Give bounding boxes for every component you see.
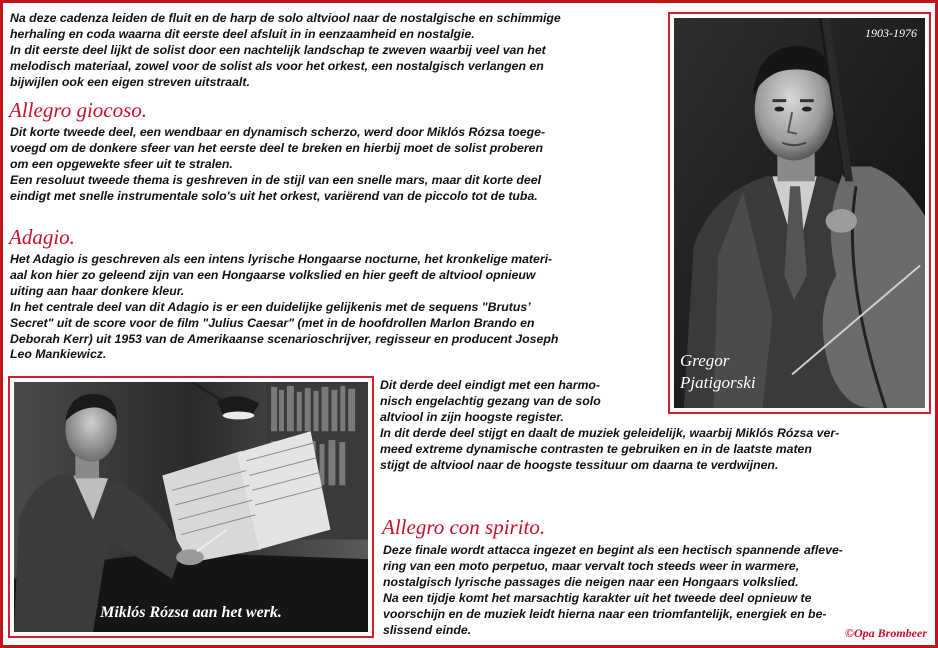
portrait-photo-piatigorsky <box>674 18 925 408</box>
text-line: Dit korte tweede deel, een wendbaar en dynamisch scherzo, werd door Miklós Rózsa toege- <box>10 125 546 139</box>
paragraph-allegro-con-spirito <box>383 543 843 638</box>
text-line: voegd om de donkere sfeer van het eerste deel te breken en hierbij moet de solist proberen <box>10 140 544 155</box>
years-label: 1903-1976 <box>865 26 917 40</box>
text-line: Deborah Kerr) uit 1953 van de Amerikaanse scenarioschrijver, regisseur en producent Joseph <box>10 331 559 346</box>
text-line: ring van een moto perpetuo, maar vervalt toch steeds weer in warmere, <box>383 558 800 573</box>
text-line: eindigt met snelle instrumentale solo's uit het orkest, variërend van de piccolo tot de tuba. <box>10 188 538 203</box>
text-line: herhaling en coda waarna dit eerste deel afsluit in in eenzaamheid en nostalgie. <box>10 26 475 41</box>
text-line: om een opgewekte sfeer uit te stralen. <box>10 156 233 171</box>
text-line: nisch engelachtig gezang van de solo <box>380 393 601 408</box>
text-line: Een resoluut tweede thema is geshreven in de stijl van een snelle mars, maar dit korte deel <box>10 172 542 187</box>
text-line: stijgt de altviool naar de hoogste tessituur om daarna te verdwijnen. <box>380 457 779 472</box>
text-line: Dit derde deel eindigt met een harmo- <box>380 378 601 392</box>
text-line: uiting aan haar donkere kleur. <box>10 283 185 298</box>
text-line: bijwijlen ook een eigen streven uitstraalt. <box>10 74 250 89</box>
text-line: Leo Mankiewicz. <box>10 347 107 362</box>
text-line: slissend einde. <box>383 622 472 637</box>
text-line: nostalgisch lyrische passages die neigen naar een Hongaars volkslied. <box>383 574 799 589</box>
photo-frame-piatigorsky <box>668 12 931 414</box>
heading-allegro-giocoso: Allegro giocoso. <box>9 98 148 122</box>
photo-frame-rozsa <box>8 376 374 638</box>
heading-adagio: Adagio. <box>9 225 75 249</box>
cellist-portrait-image <box>674 18 925 408</box>
composer-at-piano-image <box>14 382 368 632</box>
text-line: Secret" uit de score voor de film "Julius Caesar" (met in de hoofdrollen Marlon Brando en <box>10 315 535 330</box>
text-line: melodisch materiaal, zowel voor de solist als voor het orkest, een nostalgisch verlangen en <box>10 58 544 73</box>
heading-allegro-con-spirito: Allegro con spirito. <box>382 515 546 539</box>
text-line: Deze finale wordt attacca ingezet en begint als een hectisch spannende afleve- <box>383 543 843 557</box>
text-line: In dit derde deel stijgt en daalt de muziek geleidelijk, waarbij Miklós Rózsa ver- <box>380 425 840 440</box>
paragraph-adagio <box>10 252 558 363</box>
copyright-label: ©Opa Brombeer <box>845 626 927 640</box>
text-line: aal kon hier zo geleend zijn van een Hongaarse volkslied en hier geeft de altviool opnieuw <box>10 267 536 282</box>
paragraph-allegro-giocoso <box>10 125 545 205</box>
text-line: voorschijn en de muziek leidt hierna naar een triomfantelijk, energiek en be- <box>383 606 827 621</box>
text-line: In dit eerste deel lijkt de solist door een nachtelijk landschap te zweven waarbij veel van het <box>10 42 546 57</box>
caption-gregor: Gregor <box>680 351 730 370</box>
text-line: Het Adagio is geschreven als een intens lyrische Hongaarse nocturne, het kronkelige materi- <box>10 252 553 266</box>
caption-pjatigorski: Pjatigorski <box>680 373 756 392</box>
text-line: Na een tijdje komt het marsachtig karakter uit het tweede deel opnieuw te <box>383 590 812 605</box>
text-line: Na deze cadenza leiden de fluit en de harp de solo altviool naar de nostalgische en schimmige <box>10 11 561 25</box>
caption-rozsa-at-work: Miklós Rózsa aan het werk. <box>100 604 282 621</box>
intro-paragraph <box>10 11 561 91</box>
text-line: meed extreme dynamische contrasten te gebruiken en in de laatste maten <box>380 441 812 456</box>
photo-rozsa-at-work <box>14 382 368 632</box>
text-line: altviool in zijn hoogste register. <box>380 409 564 424</box>
text-line: In het centrale deel van dit Adagio is er een duidelijke gelijkenis met de sequens "Brutus’ <box>10 299 531 314</box>
